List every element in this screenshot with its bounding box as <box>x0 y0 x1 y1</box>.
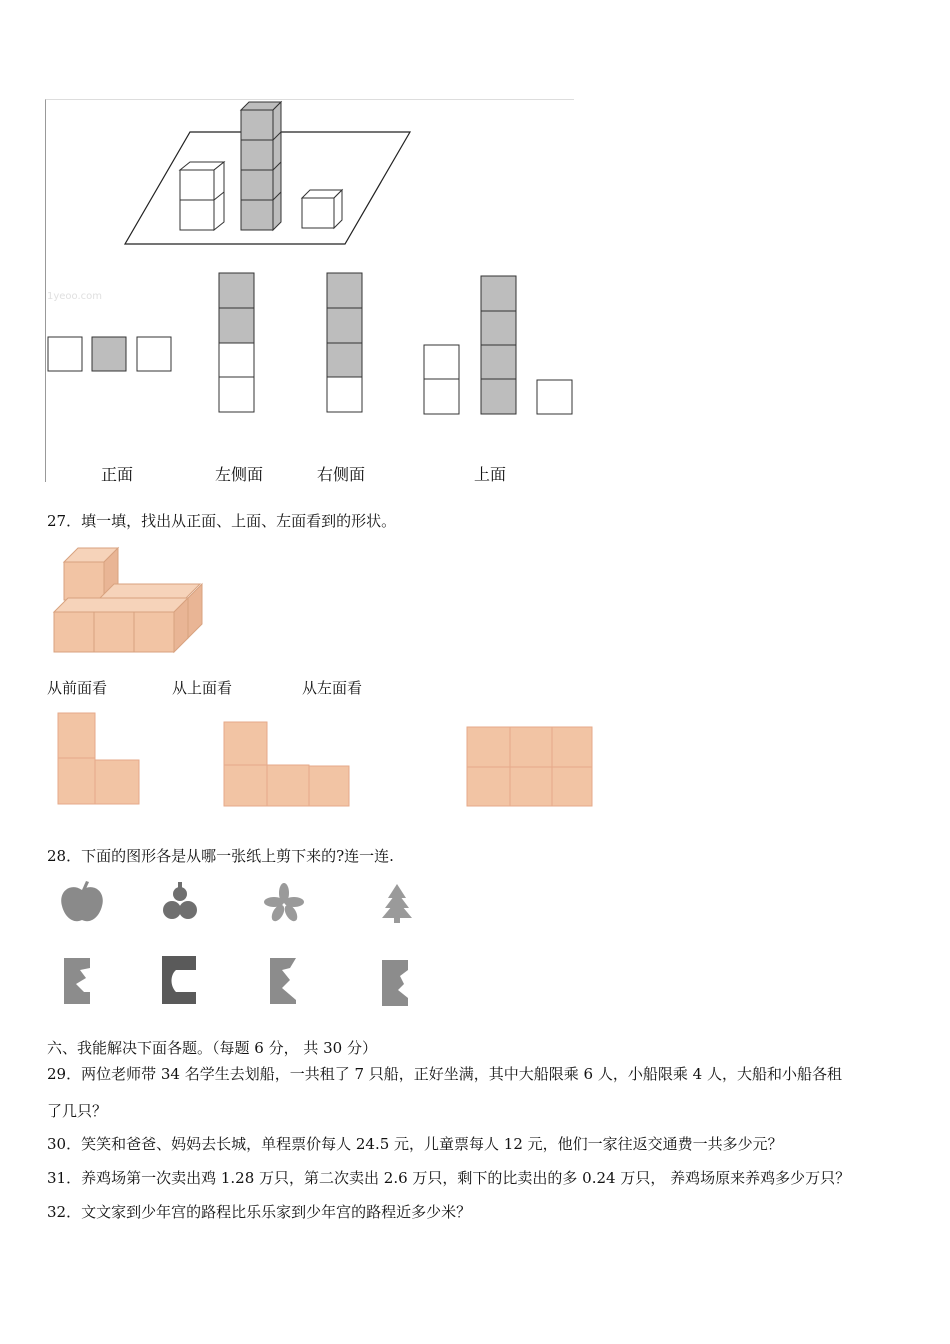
fig26-label-top: 上面 <box>474 465 507 484</box>
paper-piece-1-icon <box>64 958 90 1004</box>
fig26-label-front: 正面 <box>101 465 134 484</box>
tree-shape-icon <box>382 884 412 923</box>
flower-shape-icon <box>264 883 304 923</box>
gourd-shape-icon <box>163 882 197 919</box>
q27-label-front: 从前面看 <box>47 679 108 697</box>
question-30: 30．笑笑和爸爸、妈妈去长城，单程票价每人 24.5 元，儿童票每人 12 元，他们一家往返交通费一共多少元？ <box>47 1135 783 1153</box>
question-29-line1: 29．两位老师带 34 名学生去划船，一共租了 7 只船，正好坐满，其中大船限乘 6 人，小船限乘 4 人，大船和小船各租 <box>47 1065 842 1083</box>
question-27: 27．填一填，找出从正面、上面、左面看到的形状。 <box>47 512 397 530</box>
question-28: 28．下面的图形各是从哪一张纸上剪下来的?连一连. <box>47 847 394 865</box>
section-6-heading: 六、我能解决下面各题。（每题 6 分， 共 30 分） <box>47 1039 377 1057</box>
q27-label-left: 从左面看 <box>302 679 363 697</box>
paper-piece-2-icon <box>162 956 196 1004</box>
question-29-line2: 了几只？ <box>47 1102 108 1120</box>
q27-label-top: 从上面看 <box>172 679 233 697</box>
paper-piece-4-icon <box>382 960 408 1006</box>
paper-piece-3-icon <box>270 958 296 1004</box>
fig26-watermark: 1yeoo.com <box>47 291 103 302</box>
fig26-label-right: 右侧面 <box>317 465 366 484</box>
question-32: 32．文文家到少年宫的路程比乐乐家到少年宫的路程近多少米？ <box>47 1203 472 1221</box>
question-31: 31．养鸡场第一次卖出鸡 1.28 万只，第二次卖出 2.6 万只，剩下的比卖出的多 0.24 万只， 养鸡场原来养鸡多少万只？ <box>47 1169 851 1187</box>
apple-shape-icon <box>61 881 103 921</box>
fig26-label-left: 左侧面 <box>215 465 264 484</box>
